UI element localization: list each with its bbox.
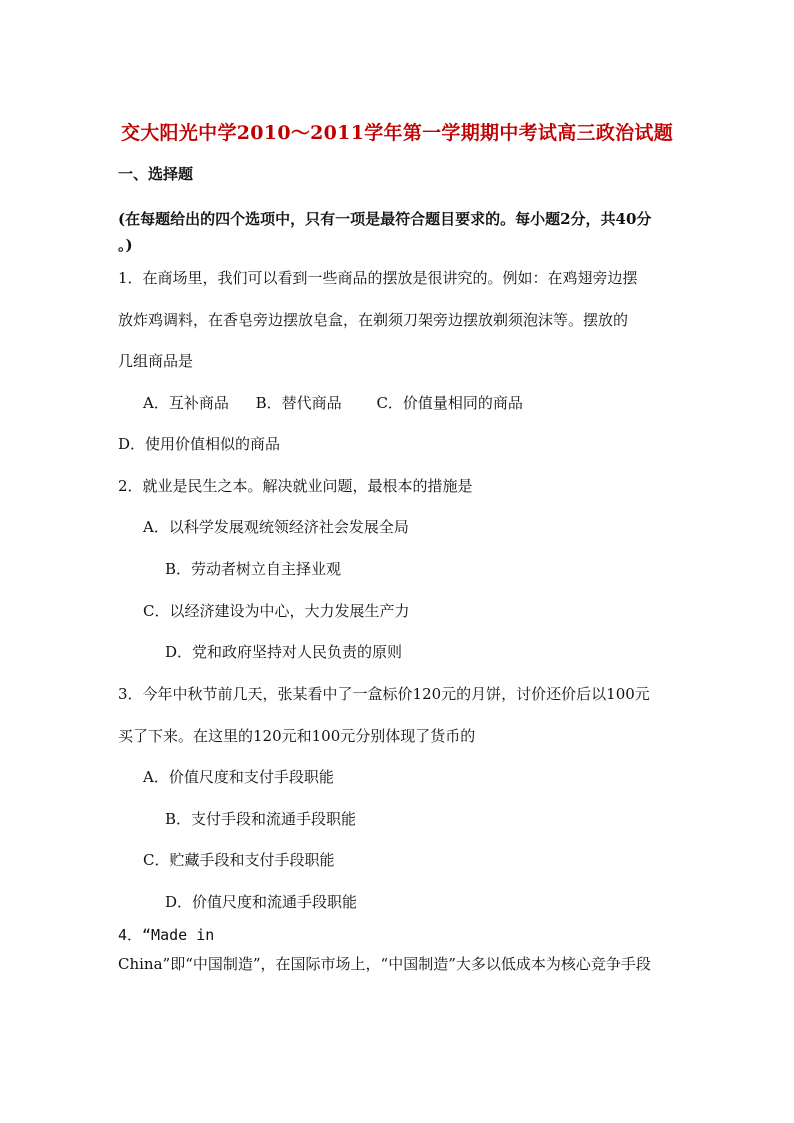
q3-stem-line-1: 3．今年中秋节前几天，张某看中了一盒标价120元的月饼，讨价还价后以100元	[118, 685, 650, 703]
q1-option-b: B．替代商品	[255, 394, 342, 412]
exam-title: 交大阳光中学2010～2011学年第一学期期中考试高三政治试题	[120, 122, 674, 144]
q1-option-a: A．互补商品	[143, 394, 229, 412]
q4-stem-line-1: 4．“Made in	[118, 926, 215, 944]
q1-stem-line-2: 放炸鸡调料，在香皂旁边摆放皂盒，在剃须刀架旁边摆放剃须泡沫等。摆放的	[118, 311, 629, 329]
q3-option-d: D．价值尺度和流通手段职能	[165, 893, 358, 911]
q4-stem-line-2: China”即“中国制造”，在国际市场上，“中国制造”大多以低成本为核心竞争手段	[118, 955, 651, 973]
q1-option-c: C．价值量相同的商品	[376, 394, 523, 412]
q1-stem-line-1: 1．在商场里，我们可以看到一些商品的摆放是很讲究的。例如：在鸡翅旁边摆	[118, 269, 638, 287]
q3-option-a: A．价值尺度和支付手段职能	[143, 768, 334, 786]
section-heading: 一、选择题	[118, 165, 194, 183]
q2-option-c: C．以经济建设为中心，大力发展生产力	[143, 602, 410, 620]
q2-stem-line-1: 2．就业是民生之本。解决就业问题，最根本的措施是	[118, 477, 473, 495]
q1-options-row	[143, 393, 523, 413]
instruction-line-1: (在每题给出的四个选项中，只有一项是最符合题目要求的。每小题2分，共40分	[118, 210, 652, 228]
q1-stem-line-3: 几组商品是	[118, 352, 194, 370]
instruction-line-2: 。)	[118, 236, 133, 254]
q1-option-d: D．使用价值相似的商品	[118, 435, 281, 453]
q2-option-d: D．党和政府坚持对人民负责的原则	[165, 643, 403, 661]
q2-option-b: B．劳动者树立自主择业观	[165, 560, 342, 578]
q3-stem-line-2: 买了下来。在这里的120元和100元分别体现了货币的	[118, 727, 476, 745]
q3-option-b: B．支付手段和流通手段职能	[165, 810, 357, 828]
q3-option-c: C．贮藏手段和支付手段职能	[143, 851, 335, 869]
q2-option-a: A．以科学发展观统领经济社会发展全局	[143, 518, 409, 536]
